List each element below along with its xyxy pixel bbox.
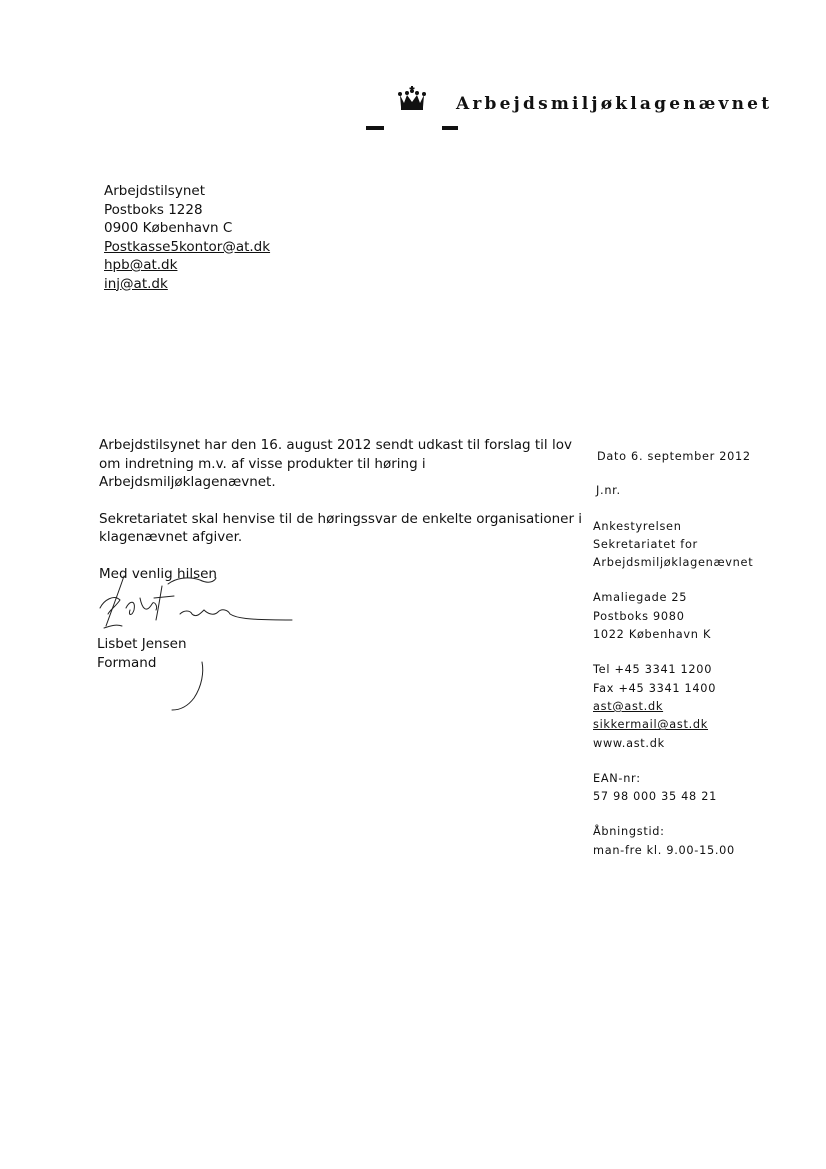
- sender-secure-email-link[interactable]: sikkermail@ast.dk: [593, 718, 709, 732]
- sender-city: 1022 København K: [593, 628, 712, 642]
- recipient-name: Arbejdstilsynet: [104, 183, 205, 199]
- recipient-email-link[interactable]: hpb@at.dk: [104, 257, 178, 273]
- opening-hours-value: man-fre kl. 9.00-15.00: [593, 843, 735, 857]
- recipient-address: [104, 182, 270, 293]
- sender-website-link[interactable]: www.ast.dk: [593, 736, 665, 750]
- handwritten-signature: [96, 570, 296, 630]
- closing-greeting: Med venlig hilsen: [99, 565, 217, 582]
- sender-department: Sekretariatet for: [593, 537, 698, 551]
- recipient-email-link[interactable]: inj@at.dk: [104, 275, 168, 292]
- sender-info-column: [593, 448, 753, 860]
- header-mark-right: [442, 126, 458, 130]
- body-paragraph: Sekretariatet skal henvise til de høringssvar de enkelte organisationer i klagenævnet afgiver.: [99, 510, 583, 545]
- ean-label: EAN-nr:: [593, 771, 641, 785]
- recipient-address-line: Postboks 1228: [104, 201, 203, 218]
- sender-email-link[interactable]: ast@ast.dk: [593, 699, 664, 713]
- crown-icon: [397, 86, 427, 112]
- signer-name: Lisbet Jensen: [97, 636, 187, 652]
- header-mark-left: [366, 126, 384, 130]
- organization-name: Arbejdsmiljøklagenævnet: [456, 94, 773, 114]
- body-paragraph: Arbejdstilsynet har den 16. august 2012 sendt udkast til forslag til lov om indretning m.v. af visse produkter til høring i Arbejdsmiljøklagenævnet.: [99, 437, 572, 490]
- sender-phone: Tel +45 3341 1200: [593, 663, 713, 677]
- letter-body: [99, 436, 589, 583]
- signer-block: [97, 635, 187, 672]
- sender-department: Arbejdsmiljøklagenævnet: [593, 556, 754, 570]
- sender-fax: Fax +45 3341 1400: [593, 681, 717, 695]
- sender-po-box: Postboks 9080: [593, 609, 685, 623]
- letter-date: Dato 6. september 2012: [597, 450, 751, 463]
- sender-street: Amaliegade 25: [593, 591, 688, 605]
- opening-hours-label: Åbningstid:: [593, 825, 665, 839]
- recipient-email-link[interactable]: Postkasse5kontor@at.dk: [104, 238, 271, 255]
- journal-number: J.nr.: [596, 484, 621, 498]
- recipient-address-line: 0900 København C: [104, 220, 233, 236]
- sender-department: Ankestyrelsen: [593, 519, 682, 533]
- ean-value: 57 98 000 35 48 21: [593, 790, 717, 804]
- signer-title: Formand: [97, 654, 157, 671]
